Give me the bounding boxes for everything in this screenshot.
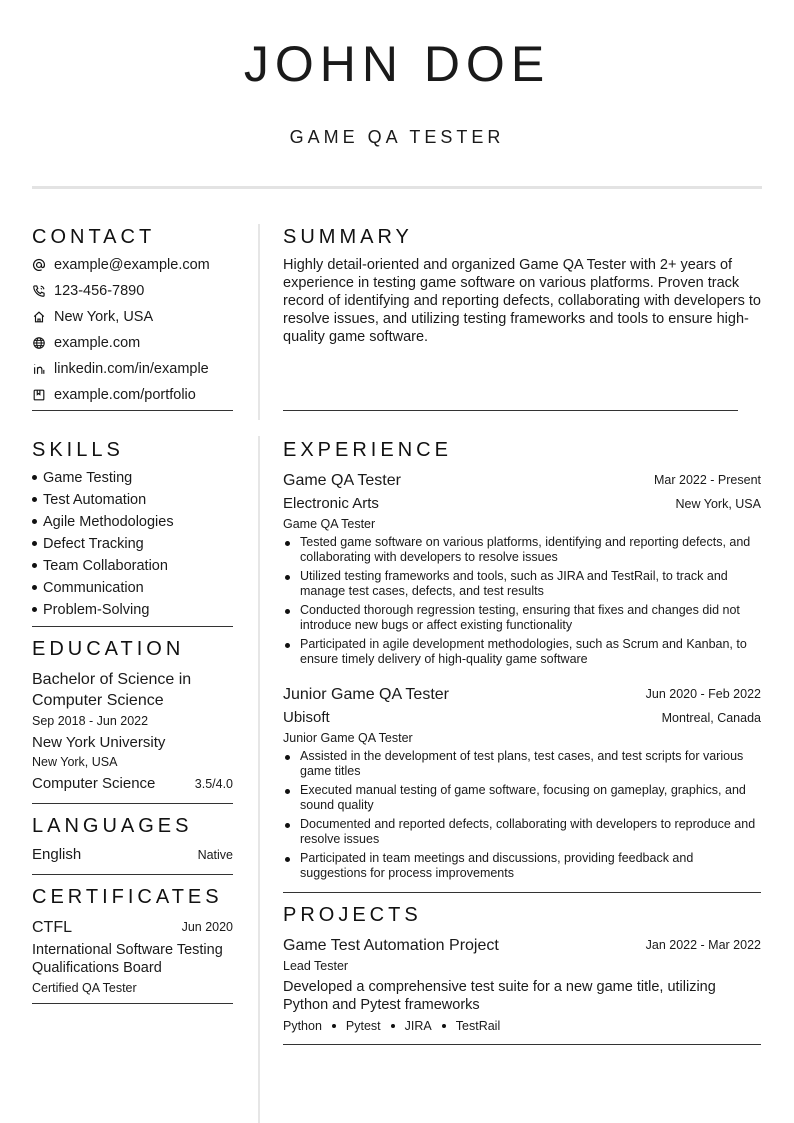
bullet-dot — [32, 563, 37, 568]
contact-location — [32, 307, 153, 327]
list-item — [283, 603, 761, 633]
project-dates: Jan 2022 - Mar 2022 — [645, 938, 761, 952]
resume-role: GAME QA TESTER — [289, 127, 505, 147]
skill-item — [32, 600, 149, 620]
certificate-date: Jun 2020 — [181, 920, 233, 934]
project-desc-line2: Python and Pytest frameworks — [283, 997, 480, 1013]
certificate-issuer-line1: International Software Testing — [32, 942, 223, 958]
bullet-dot — [285, 643, 290, 648]
linkedin-icon — [32, 362, 46, 376]
job-location: Montreal, Canada — [661, 711, 761, 725]
bullet-dot — [285, 575, 290, 580]
bullet-text: Tested game software on various platforms, identifying and reporting defects, and collaborating with developers to resolve issues — [300, 535, 751, 564]
projects-title: PROJECTS — [283, 904, 422, 926]
contact-website-text: example.com — [54, 335, 141, 351]
tech-tag: JIRA — [404, 1019, 432, 1033]
phone-icon — [32, 284, 46, 298]
contact-linkedin-text: linkedin.com/in/example — [54, 361, 209, 377]
bullet-dot — [32, 519, 37, 524]
contact-portfolio[interactable] — [32, 385, 196, 405]
portfolio-icon — [32, 388, 46, 402]
contact-email[interactable] — [32, 255, 210, 275]
project-name: Game Test Automation Project — [283, 937, 499, 954]
skill-label: Communication — [43, 580, 144, 596]
job-title: Junior Game QA Tester — [283, 686, 449, 703]
skills-divider — [32, 626, 233, 627]
contact-portfolio-text: example.com/portfolio — [54, 387, 196, 403]
skill-label: Agile Methodologies — [43, 514, 174, 530]
summary-title: SUMMARY — [283, 226, 413, 248]
contact-website[interactable] — [32, 333, 140, 353]
summary-text: Highly detail-oriented and organized Game QA Tester with 2+ years of experience in testing game software on various platforms. Proven track record of identifying and reporting defects, collaborating with developers to resolve issues, and utilizing testing frameworks and tools to ensure high-quality game software. — [283, 257, 761, 345]
contact-divider — [32, 410, 233, 411]
contact-phone-text: 123-456-7890 — [54, 283, 145, 299]
skill-item — [32, 512, 174, 532]
job-company: Ubisoft — [283, 709, 330, 726]
globe-icon — [32, 336, 46, 350]
education-school: New York University — [32, 734, 166, 751]
education-location: New York, USA — [32, 755, 118, 769]
education-field: Computer Science — [32, 775, 156, 792]
education-gpa: 3.5/4.0 — [194, 777, 233, 791]
skill-label: Defect Tracking — [43, 536, 144, 552]
column-divider-gap — [257, 420, 261, 436]
contact-email-text: example@example.com — [54, 257, 210, 273]
at-icon — [32, 258, 46, 272]
skills-title: SKILLS — [32, 439, 124, 461]
skill-label: Team Collaboration — [43, 558, 168, 574]
separator-dot — [442, 1024, 446, 1028]
list-item — [283, 783, 761, 813]
certificate-name: CTFL — [32, 919, 72, 936]
project-tech-list — [283, 1018, 500, 1034]
skill-label: Game Testing — [43, 470, 133, 486]
certificate-issuer-line2: Qualifications Board — [32, 960, 162, 976]
contact-phone[interactable] — [32, 281, 144, 301]
resume-name: JOHN DOE — [243, 36, 551, 92]
bullet-dot — [285, 609, 290, 614]
skill-item — [32, 468, 132, 488]
bullet-text: Participated in agile development methodologies, such as Scrum and Kanban, to ensure timely delivery of high-quality game software — [300, 637, 747, 666]
bullet-dot — [285, 541, 290, 546]
certificates-title: CERTIFICATES — [32, 886, 223, 908]
column-divider — [258, 224, 260, 1123]
education-degree-line1: Bachelor of Science in — [32, 671, 192, 688]
language-name: English — [32, 846, 82, 863]
experience-divider — [283, 892, 761, 893]
bullet-text: Documented and reported defects, collaborating with developers to reproduce and resolve issues — [300, 817, 756, 846]
job-role: Junior Game QA Tester — [283, 731, 413, 745]
bullet-dot — [32, 541, 37, 546]
job-location: New York, USA — [675, 497, 761, 511]
contact-location-text: New York, USA — [54, 309, 154, 325]
bullet-dot — [32, 585, 37, 590]
bullet-text: Participated in team meetings and discussions, providing feedback and suggestions for process improvements — [300, 851, 694, 880]
job-title: Game QA Tester — [283, 472, 401, 489]
summary-divider — [283, 410, 738, 411]
languages-title: LANGUAGES — [32, 815, 193, 837]
job-role: Game QA Tester — [283, 517, 376, 531]
certificates-divider — [32, 1003, 233, 1004]
experience-title: EXPERIENCE — [283, 439, 452, 461]
list-item — [283, 851, 761, 881]
education-divider — [32, 803, 233, 804]
certificate-detail: Certified QA Tester — [32, 981, 137, 995]
home-icon — [32, 310, 46, 324]
bullet-dot — [32, 475, 37, 480]
list-item — [283, 817, 761, 847]
list-item — [283, 637, 761, 667]
bullet-dot — [32, 497, 37, 502]
project-role: Lead Tester — [283, 959, 349, 973]
list-item — [283, 749, 761, 779]
job-company: Electronic Arts — [283, 495, 379, 512]
list-item — [283, 569, 761, 599]
bullet-text: Conducted thorough regression testing, ensuring that fixes and changes did not introduce new bugs or affect existing functionality — [300, 603, 740, 632]
projects-divider — [283, 1044, 761, 1045]
contact-linkedin[interactable] — [32, 359, 209, 379]
bullet-dot — [285, 789, 290, 794]
language-level: Native — [197, 848, 233, 862]
skill-item — [32, 578, 144, 598]
education-degree-line2: Computer Science — [32, 692, 164, 709]
separator-dot — [391, 1024, 395, 1028]
skill-label: Problem-Solving — [43, 602, 150, 618]
bullet-dot — [285, 857, 290, 862]
bullet-text: Assisted in the development of test plans, test cases, and test scripts for various game titles — [300, 749, 744, 778]
contact-title: CONTACT — [32, 226, 156, 248]
separator-dot — [332, 1024, 336, 1028]
bullet-dot — [32, 607, 37, 612]
skill-item — [32, 490, 146, 510]
education-dates: Sep 2018 - Jun 2022 — [32, 714, 149, 728]
job-bullets — [283, 749, 761, 885]
bullet-text: Utilized testing frameworks and tools, such as JIRA and TestRail, to track and manage test cases, defects, and test results — [300, 569, 728, 598]
project-desc-line1: Developed a comprehensive test suite for a new game title, utilizing — [283, 979, 716, 995]
job-dates: Jun 2020 - Feb 2022 — [645, 687, 761, 701]
bullet-dot — [285, 823, 290, 828]
languages-divider — [32, 874, 233, 875]
tech-tag: TestRail — [455, 1019, 501, 1033]
job-bullets — [283, 535, 761, 671]
skill-item — [32, 556, 168, 576]
tech-tag: Python — [283, 1019, 322, 1033]
tech-tag: Pytest — [345, 1019, 381, 1033]
education-title: EDUCATION — [32, 638, 185, 660]
job-dates: Mar 2022 - Present — [654, 473, 761, 487]
header-divider — [32, 186, 762, 189]
skill-label: Test Automation — [43, 492, 147, 508]
bullet-text: Executed manual testing of game software, focusing on gameplay, graphics, and sound quality — [300, 783, 746, 812]
list-item — [283, 535, 761, 565]
bullet-dot — [285, 755, 290, 760]
skill-item — [32, 534, 144, 554]
